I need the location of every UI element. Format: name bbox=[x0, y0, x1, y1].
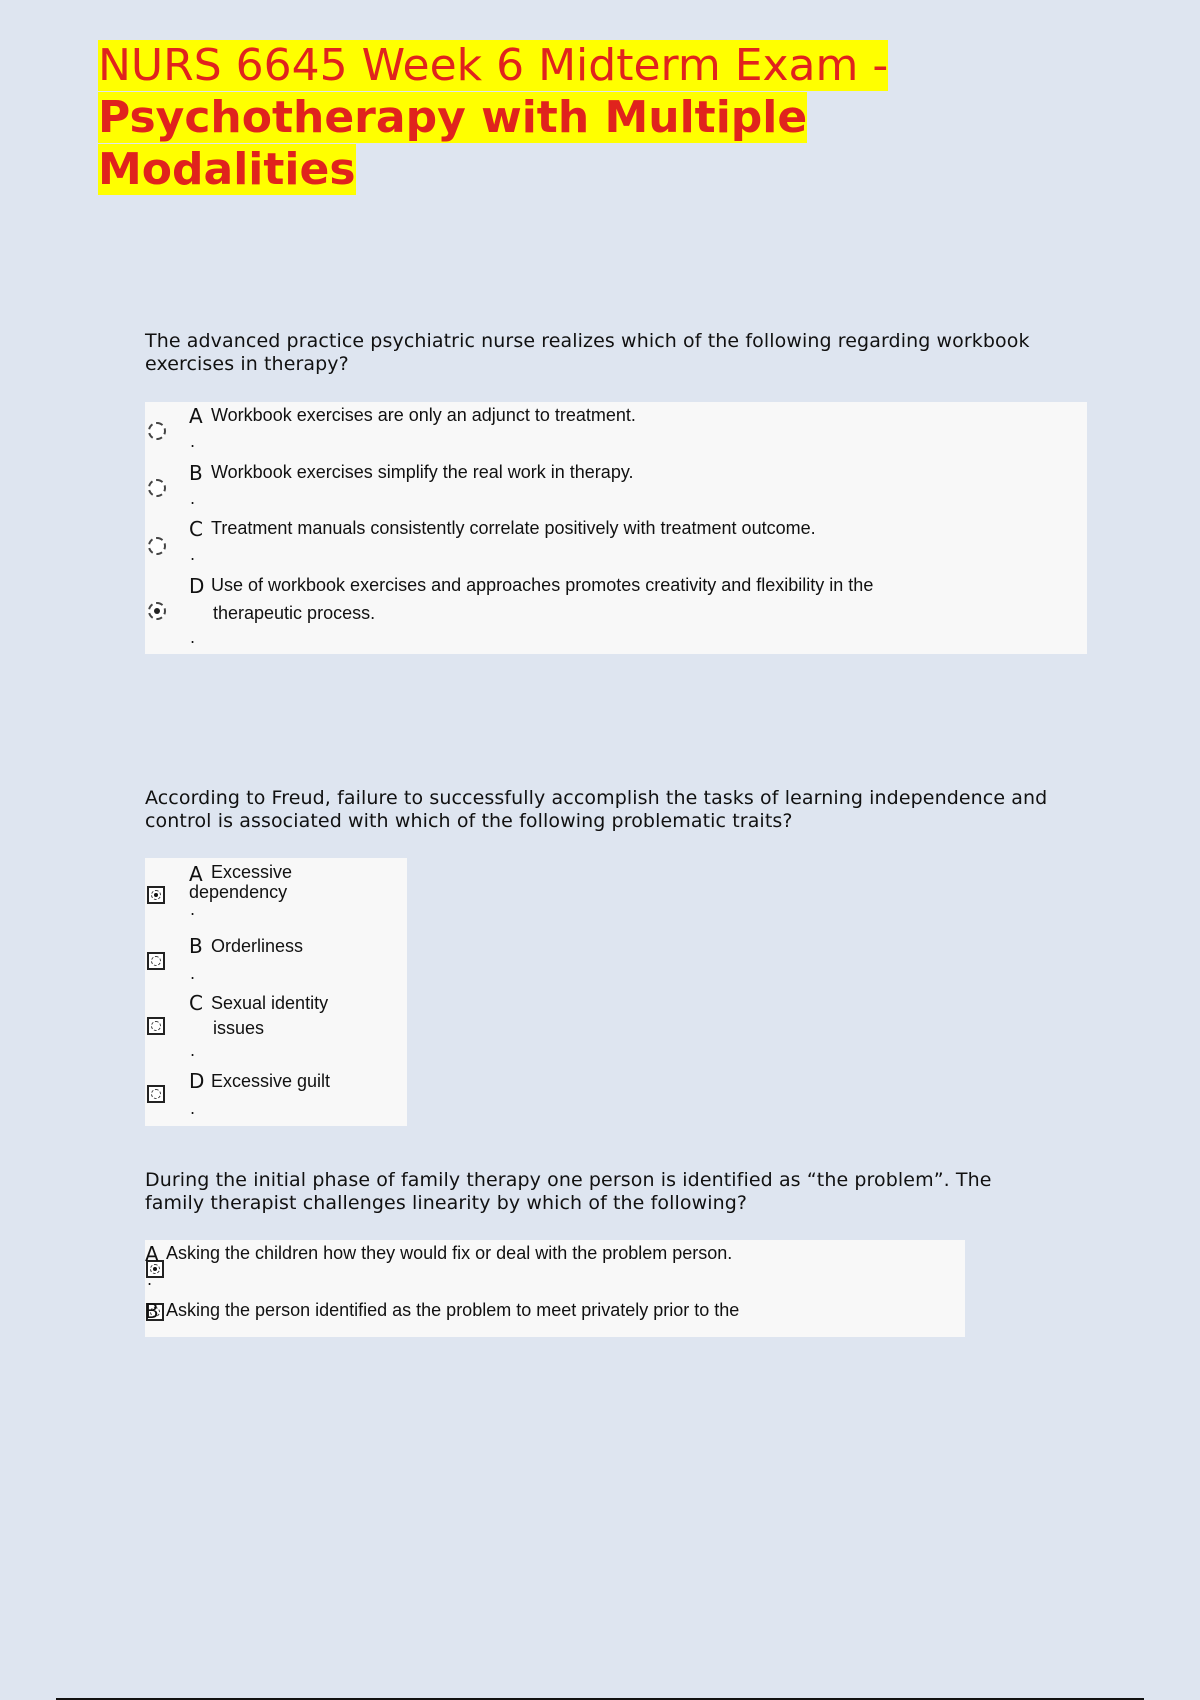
q1-option-d-letter: D bbox=[189, 574, 205, 598]
question-3-prompt: During the initial phase of family therapy one person is identified as “the problem”. The family therapist challenges linearity by which of the following? bbox=[145, 1169, 992, 1214]
q1-option-a-text: Workbook exercises are only an adjunct to treatment. bbox=[211, 405, 636, 425]
q3-option-a-text: Asking the children how they would fix or deal with the problem person. bbox=[166, 1243, 733, 1263]
q1-option-b-text: Workbook exercises simplify the real work in therapy. bbox=[211, 462, 634, 482]
title-line-1: NURS 6645 Week 6 Midterm Exam - bbox=[98, 40, 889, 91]
q1-option-b-dot: . bbox=[190, 489, 196, 508]
q2-option-b-dot: . bbox=[190, 964, 196, 983]
title-line-2: Psychotherapy with Multiple bbox=[98, 92, 808, 143]
question-3-options bbox=[145, 1240, 965, 1337]
q2-option-c-text-line1: Sexual identity bbox=[211, 993, 329, 1013]
q3-option-b-letter: B bbox=[145, 1299, 159, 1323]
q2-option-c-text-line2: issues bbox=[213, 1018, 265, 1038]
q2-option-a-letter: A bbox=[189, 862, 203, 886]
title-line-3: Modalities bbox=[98, 144, 356, 195]
q1-option-d-radio[interactable] bbox=[148, 602, 166, 620]
q1-option-c-dot: . bbox=[190, 545, 196, 564]
q1-option-a-letter: A bbox=[189, 404, 203, 428]
q3-option-a-dot: . bbox=[147, 1270, 153, 1289]
q1-option-b-letter: B bbox=[189, 461, 203, 485]
q2-option-d-checkbox[interactable] bbox=[147, 1085, 165, 1103]
q1-option-c-text: Treatment manuals consistently correlate positively with treatment outcome. bbox=[211, 518, 816, 538]
q2-option-c-letter: C bbox=[189, 991, 203, 1015]
q1-option-a-radio[interactable] bbox=[148, 422, 166, 440]
q2-option-a-dot: . bbox=[190, 900, 196, 919]
q2-option-b-text: Orderliness bbox=[211, 936, 304, 956]
question-1-prompt: The advanced practice psychiatric nurse realizes which of the following regarding workbook exercises in therapy? bbox=[145, 330, 1030, 375]
q2-option-d-dot: . bbox=[190, 1099, 196, 1118]
q2-option-b-letter: B bbox=[189, 934, 203, 958]
q2-option-c-checkbox[interactable] bbox=[147, 1017, 165, 1035]
q2-option-a-text-line1: Excessive bbox=[211, 862, 293, 882]
q1-option-b-radio[interactable] bbox=[148, 479, 166, 497]
q2-option-c-dot: . bbox=[190, 1041, 196, 1060]
q1-option-d-text-line1: Use of workbook exercises and approaches promotes creativity and flexibility in the bbox=[211, 575, 874, 595]
page-title bbox=[98, 40, 998, 196]
q1-option-d-text-line2: therapeutic process. bbox=[213, 603, 376, 623]
q1-option-a-dot: . bbox=[190, 432, 196, 451]
question-2-options bbox=[145, 858, 407, 1126]
q2-option-d-letter: D bbox=[189, 1069, 205, 1093]
q2-option-d-text: Excessive guilt bbox=[211, 1071, 331, 1091]
q2-option-a-text-line2: dependency bbox=[189, 882, 288, 902]
q1-option-c-letter: C bbox=[189, 517, 203, 541]
q2-option-b-checkbox[interactable] bbox=[147, 952, 165, 970]
q1-option-d-dot: . bbox=[190, 628, 196, 647]
question-2-prompt: According to Freud, failure to successfully accomplish the tasks of learning independence and control is associated with which of the following problematic traits? bbox=[145, 787, 1048, 832]
q3-option-b-text: Asking the person identified as the problem to meet privately prior to the bbox=[166, 1300, 740, 1320]
question-1-options bbox=[145, 402, 1087, 654]
q2-option-a-checkbox[interactable] bbox=[147, 886, 165, 904]
q3-option-a-letter: A bbox=[145, 1242, 159, 1266]
q1-option-c-radio[interactable] bbox=[148, 537, 166, 555]
